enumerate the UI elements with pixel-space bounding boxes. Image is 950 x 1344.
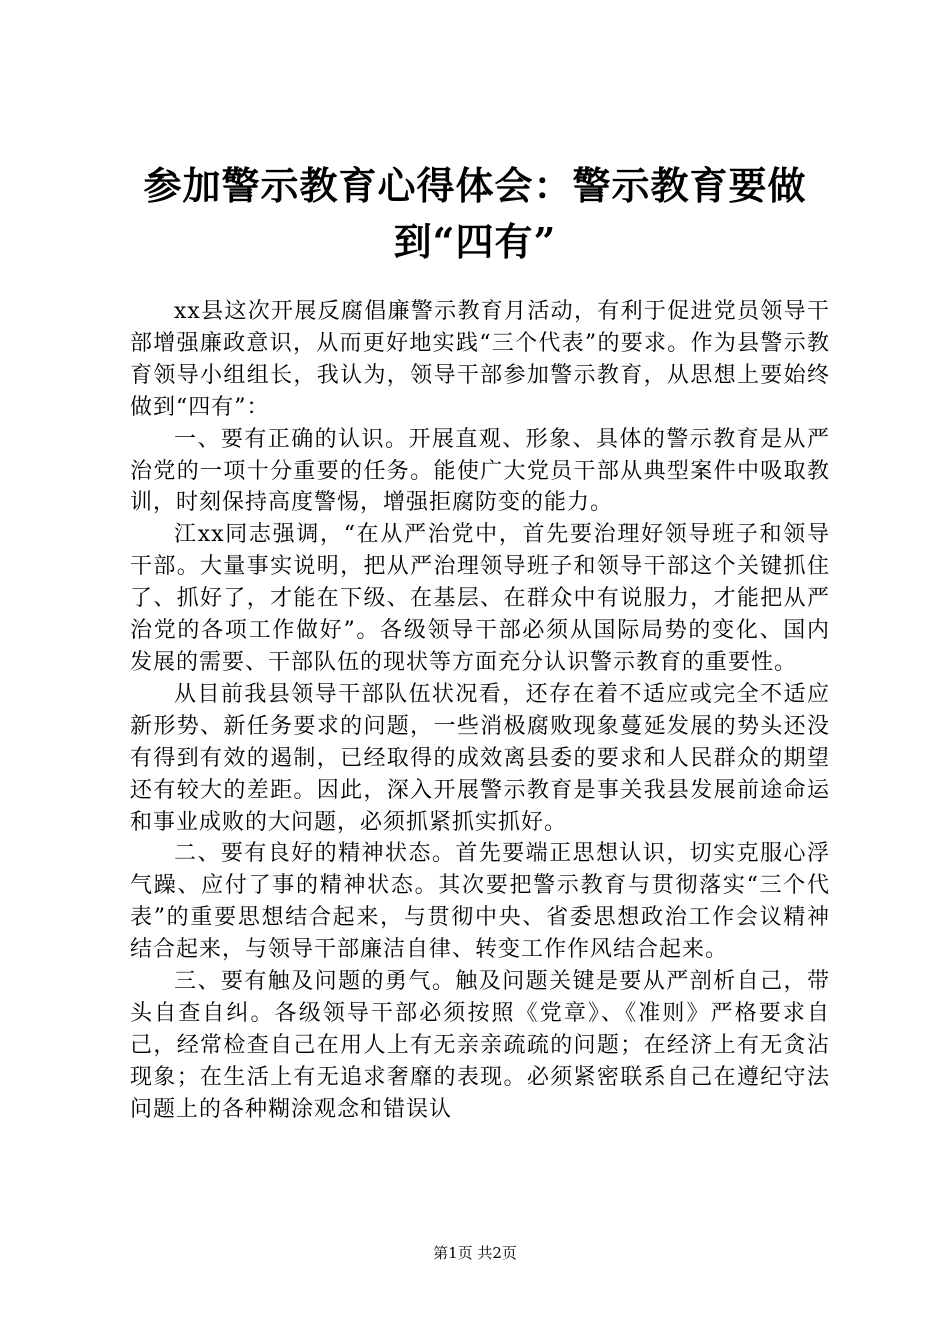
paragraph: 江xx同志强调，“在从严治党中，首先要治理好领导班子和领导干部。大量事实说明，把从严治理领导班子和领导干部这个关键抓住了、抓好了，才能在下级、在基层、在群众中有说服力，才能把从严治党的各项工作做好”。各级领导干部必须从国际局势的变化、国内发展的需要、干部队伍的现状等方面充分认识警示教育的重要性。 [130, 522, 830, 675]
paragraph: 二、要有良好的精神状态。首先要端正思想认识，切实克服心浮气躁、应付了事的精神状态。其次要把警示教育与贯彻落实“三个代表”的重要思想结合起来，与贯彻中央、省委思想政治工作会议精神结合起来，与领导干部廉洁自律、转变工作作风结合起来。 [130, 841, 830, 963]
paragraph: 从目前我县领导干部队伍状况看，还存在着不适应或完全不适应新形势、新任务要求的问题，一些消极腐败现象蔓延发展的势头还没有得到有效的遏制，已经取得的成效离县委的要求和人民群众的期望还有较大的差距。因此，深入开展警示教育是事关我县发展前途命运和事业成败的大问题，必须抓紧抓实抓好。 [130, 681, 830, 835]
paragraph: xx县这次开展反腐倡廉警示教育月活动，有利于促进党员领导干部增强廉政意识，从而更好地实践“三个代表”的要求。作为县警示教育领导小组组长，我认为，领导干部参加警示教育，从思想上要始终做到“四有”： [130, 299, 830, 420]
paragraph: 三、要有触及问题的勇气。触及问题关键是要从严剖析自己，带头自查自纠。各级领导干部必须按照《党章》、《准则》严格要求自己，经常检查自己在用人上有无亲亲疏疏的问题；在经济上有无贪沾现象；在生活上有无追求奢靡的表现。必须紧密联系自己在遵纪守法问题上的各种糊涂观念和错误认 [130, 969, 830, 1122]
page-footer: 第1页 共2页 [433, 1244, 517, 1262]
document-title: 参加警示教育心得体会：警示教育要做到“四有” [143, 163, 807, 264]
paragraph: 一、要有正确的认识。开展直观、形象、具体的警示教育是从严治党的一项十分重要的任务。能使广大党员干部从典型案件中吸取教训，时刻保持高度警惕，增强拒腐防变的能力。 [130, 426, 830, 516]
document-body [130, 296, 830, 1126]
